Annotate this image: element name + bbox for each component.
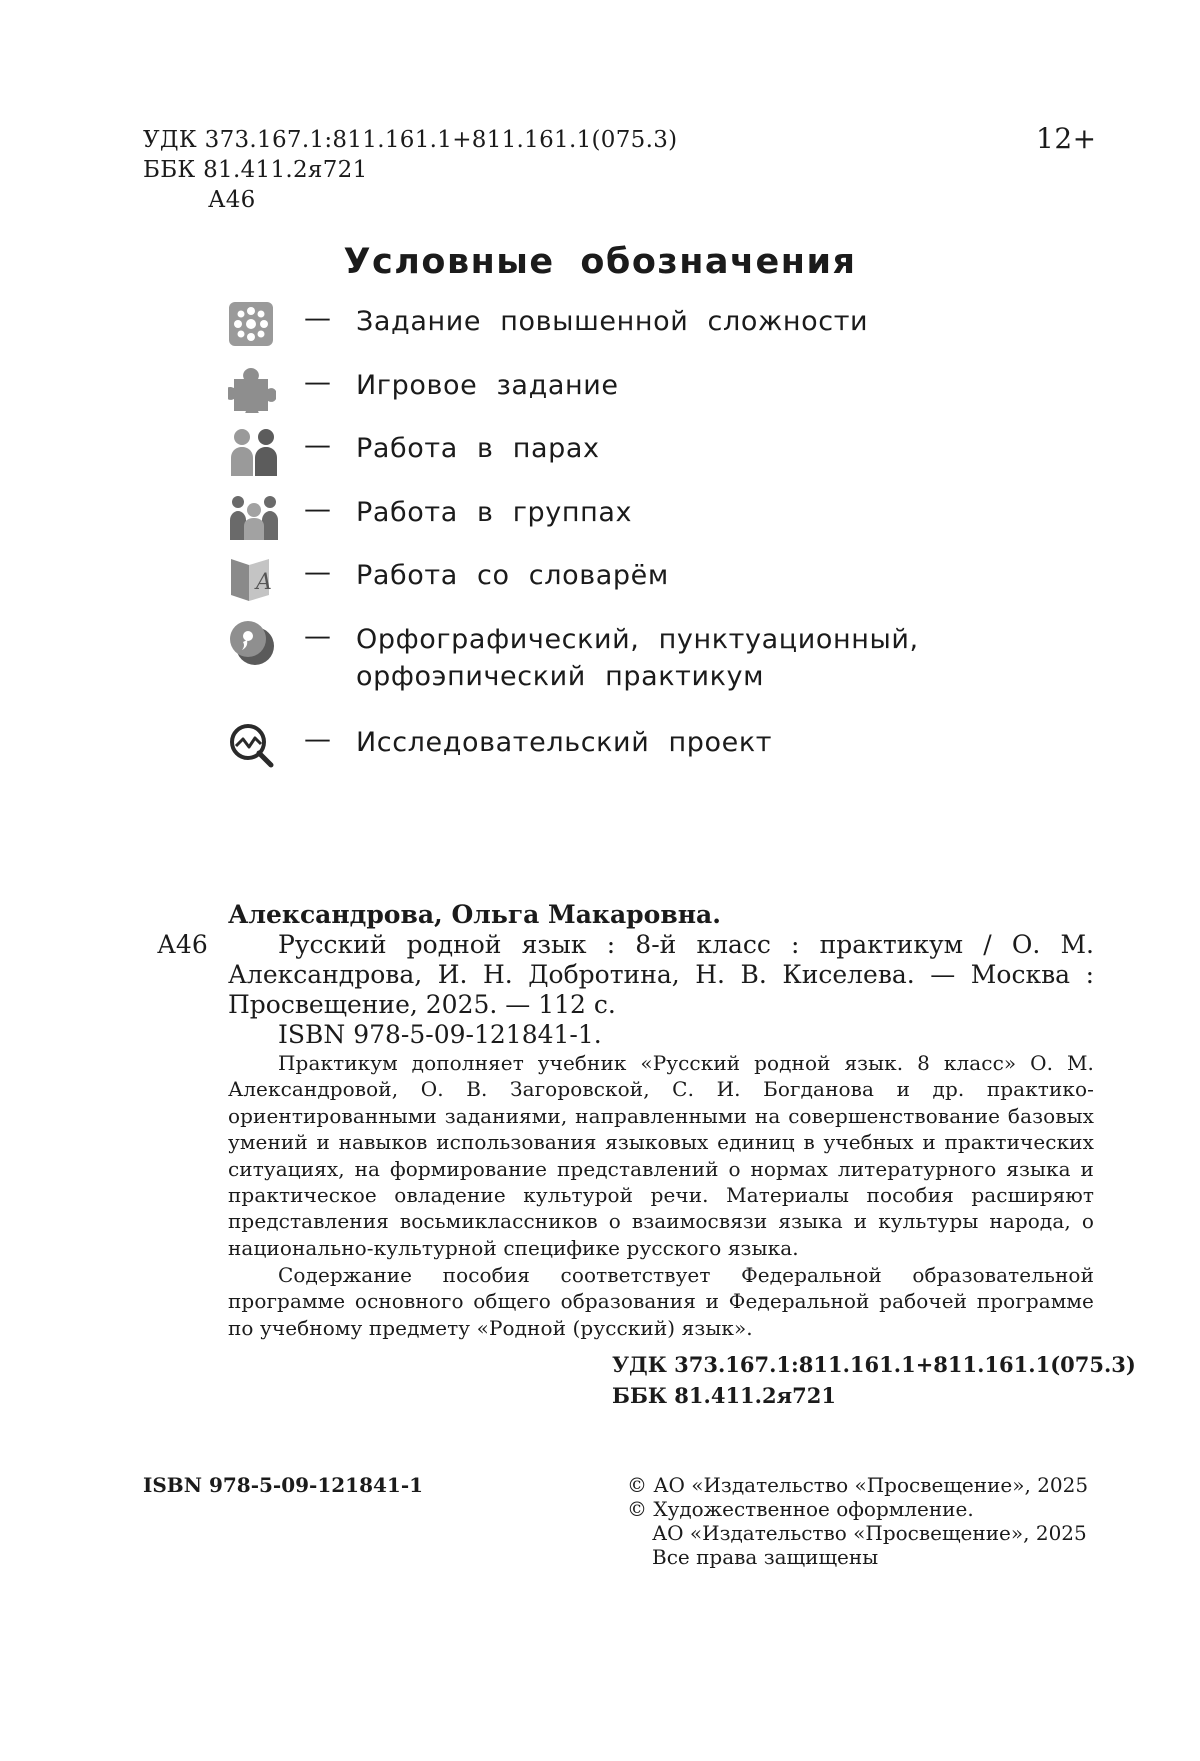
- header-author-mark: А46: [208, 187, 256, 213]
- legend-dash: —: [304, 724, 331, 755]
- legend-item: [228, 428, 1128, 488]
- header-bbk: ББК 81.411.2я721: [143, 157, 368, 183]
- legend-text: [356, 621, 919, 695]
- legend-dash: —: [304, 303, 331, 334]
- legend-dash: —: [304, 494, 331, 525]
- research-project-icon: [228, 722, 278, 772]
- group-work-icon: [228, 492, 278, 542]
- legend-title: Условные обозначения: [343, 242, 857, 282]
- legend-text: Игровое задание: [356, 370, 619, 401]
- legend-text: Работа со словарём: [356, 560, 669, 591]
- footer-copyright-3: АО «Издательство «Просвещение», 2025: [652, 1521, 1087, 1545]
- legend-dash: —: [304, 621, 331, 652]
- legend-item: [228, 555, 1128, 615]
- legend-text: Задание повышенной сложности: [356, 306, 869, 337]
- card-description: Русский родной язык : 8-й класс : практикум / О. М. Александрова, И. Н. Добротина, Н. В. Киселева. — Москва : Просвещение, 2025. — 112 с.: [228, 930, 1094, 1019]
- footer-copyright-2: © Художественное оформление.: [627, 1497, 974, 1521]
- legend-text: Работа в парах: [356, 433, 600, 464]
- card-isbn: ISBN 978-5-09-121841-1.: [278, 1020, 602, 1049]
- legend-item: [228, 722, 1128, 782]
- footer-rights: Все права защищены: [652, 1545, 879, 1569]
- card-bbk: ББК 81.411.2я721: [612, 1383, 836, 1408]
- practicum-icon: [228, 619, 278, 669]
- age-rating: 12+: [1036, 122, 1097, 155]
- legend-item: [228, 492, 1128, 552]
- card-annotation-1: Практикум дополняет учебник «Русский родной язык. 8 класс» О. М. Александровой, О. В. Загоровской, С. И. Богданова и др. практико-ориентированными заданиями, направленными на совершенствование базовых умений и навыков использования языковых единиц в учебных и практических ситуациях, на формирование представлений о нормах литературного языка и практическое овладение культурой речи. Материалы пособия расширяют представления восьмиклассников о взаимосвязи языка и культуры народа, о национально-культурной специфике русского языка.: [228, 1051, 1094, 1260]
- legend-dash: —: [304, 557, 331, 588]
- card-annotation-2: Содержание пособия соответствует Федеральной образовательной программе основного общего образования и Федеральной рабочей программе по учебному предмету «Родной (русский) язык».: [228, 1263, 1094, 1340]
- footer-copyright-1: © АО «Издательство «Просвещение», 2025: [627, 1473, 1089, 1497]
- legend-text-line-2: орфоэпический практикум: [356, 661, 765, 692]
- svg-text:A: A: [256, 570, 272, 595]
- legend-dash: —: [304, 367, 331, 398]
- legend-text: Исследовательский проект: [356, 727, 773, 758]
- puzzle-icon: [228, 365, 278, 415]
- legend-item: [228, 619, 1128, 699]
- legend-item: [228, 365, 1128, 425]
- header-udk: УДК 373.167.1:811.161.1+811.161.1(075.3): [143, 127, 678, 153]
- legend-dash: —: [304, 430, 331, 461]
- pair-work-icon: [228, 428, 278, 478]
- card-author: Александрова, Ольга Макаровна.: [228, 900, 721, 929]
- card-mark: А46: [157, 930, 208, 959]
- legend-text-line-1: Орфографический, пунктуационный,: [356, 624, 919, 655]
- dictionary-icon: [228, 555, 278, 605]
- advanced-task-icon: [228, 301, 278, 351]
- card-udk: УДК 373.167.1:811.161.1+811.161.1(075.3): [612, 1352, 1136, 1377]
- legend-item: [228, 301, 1128, 361]
- footer-isbn: ISBN 978-5-09-121841-1: [143, 1473, 424, 1497]
- legend-text: Работа в группах: [356, 497, 633, 528]
